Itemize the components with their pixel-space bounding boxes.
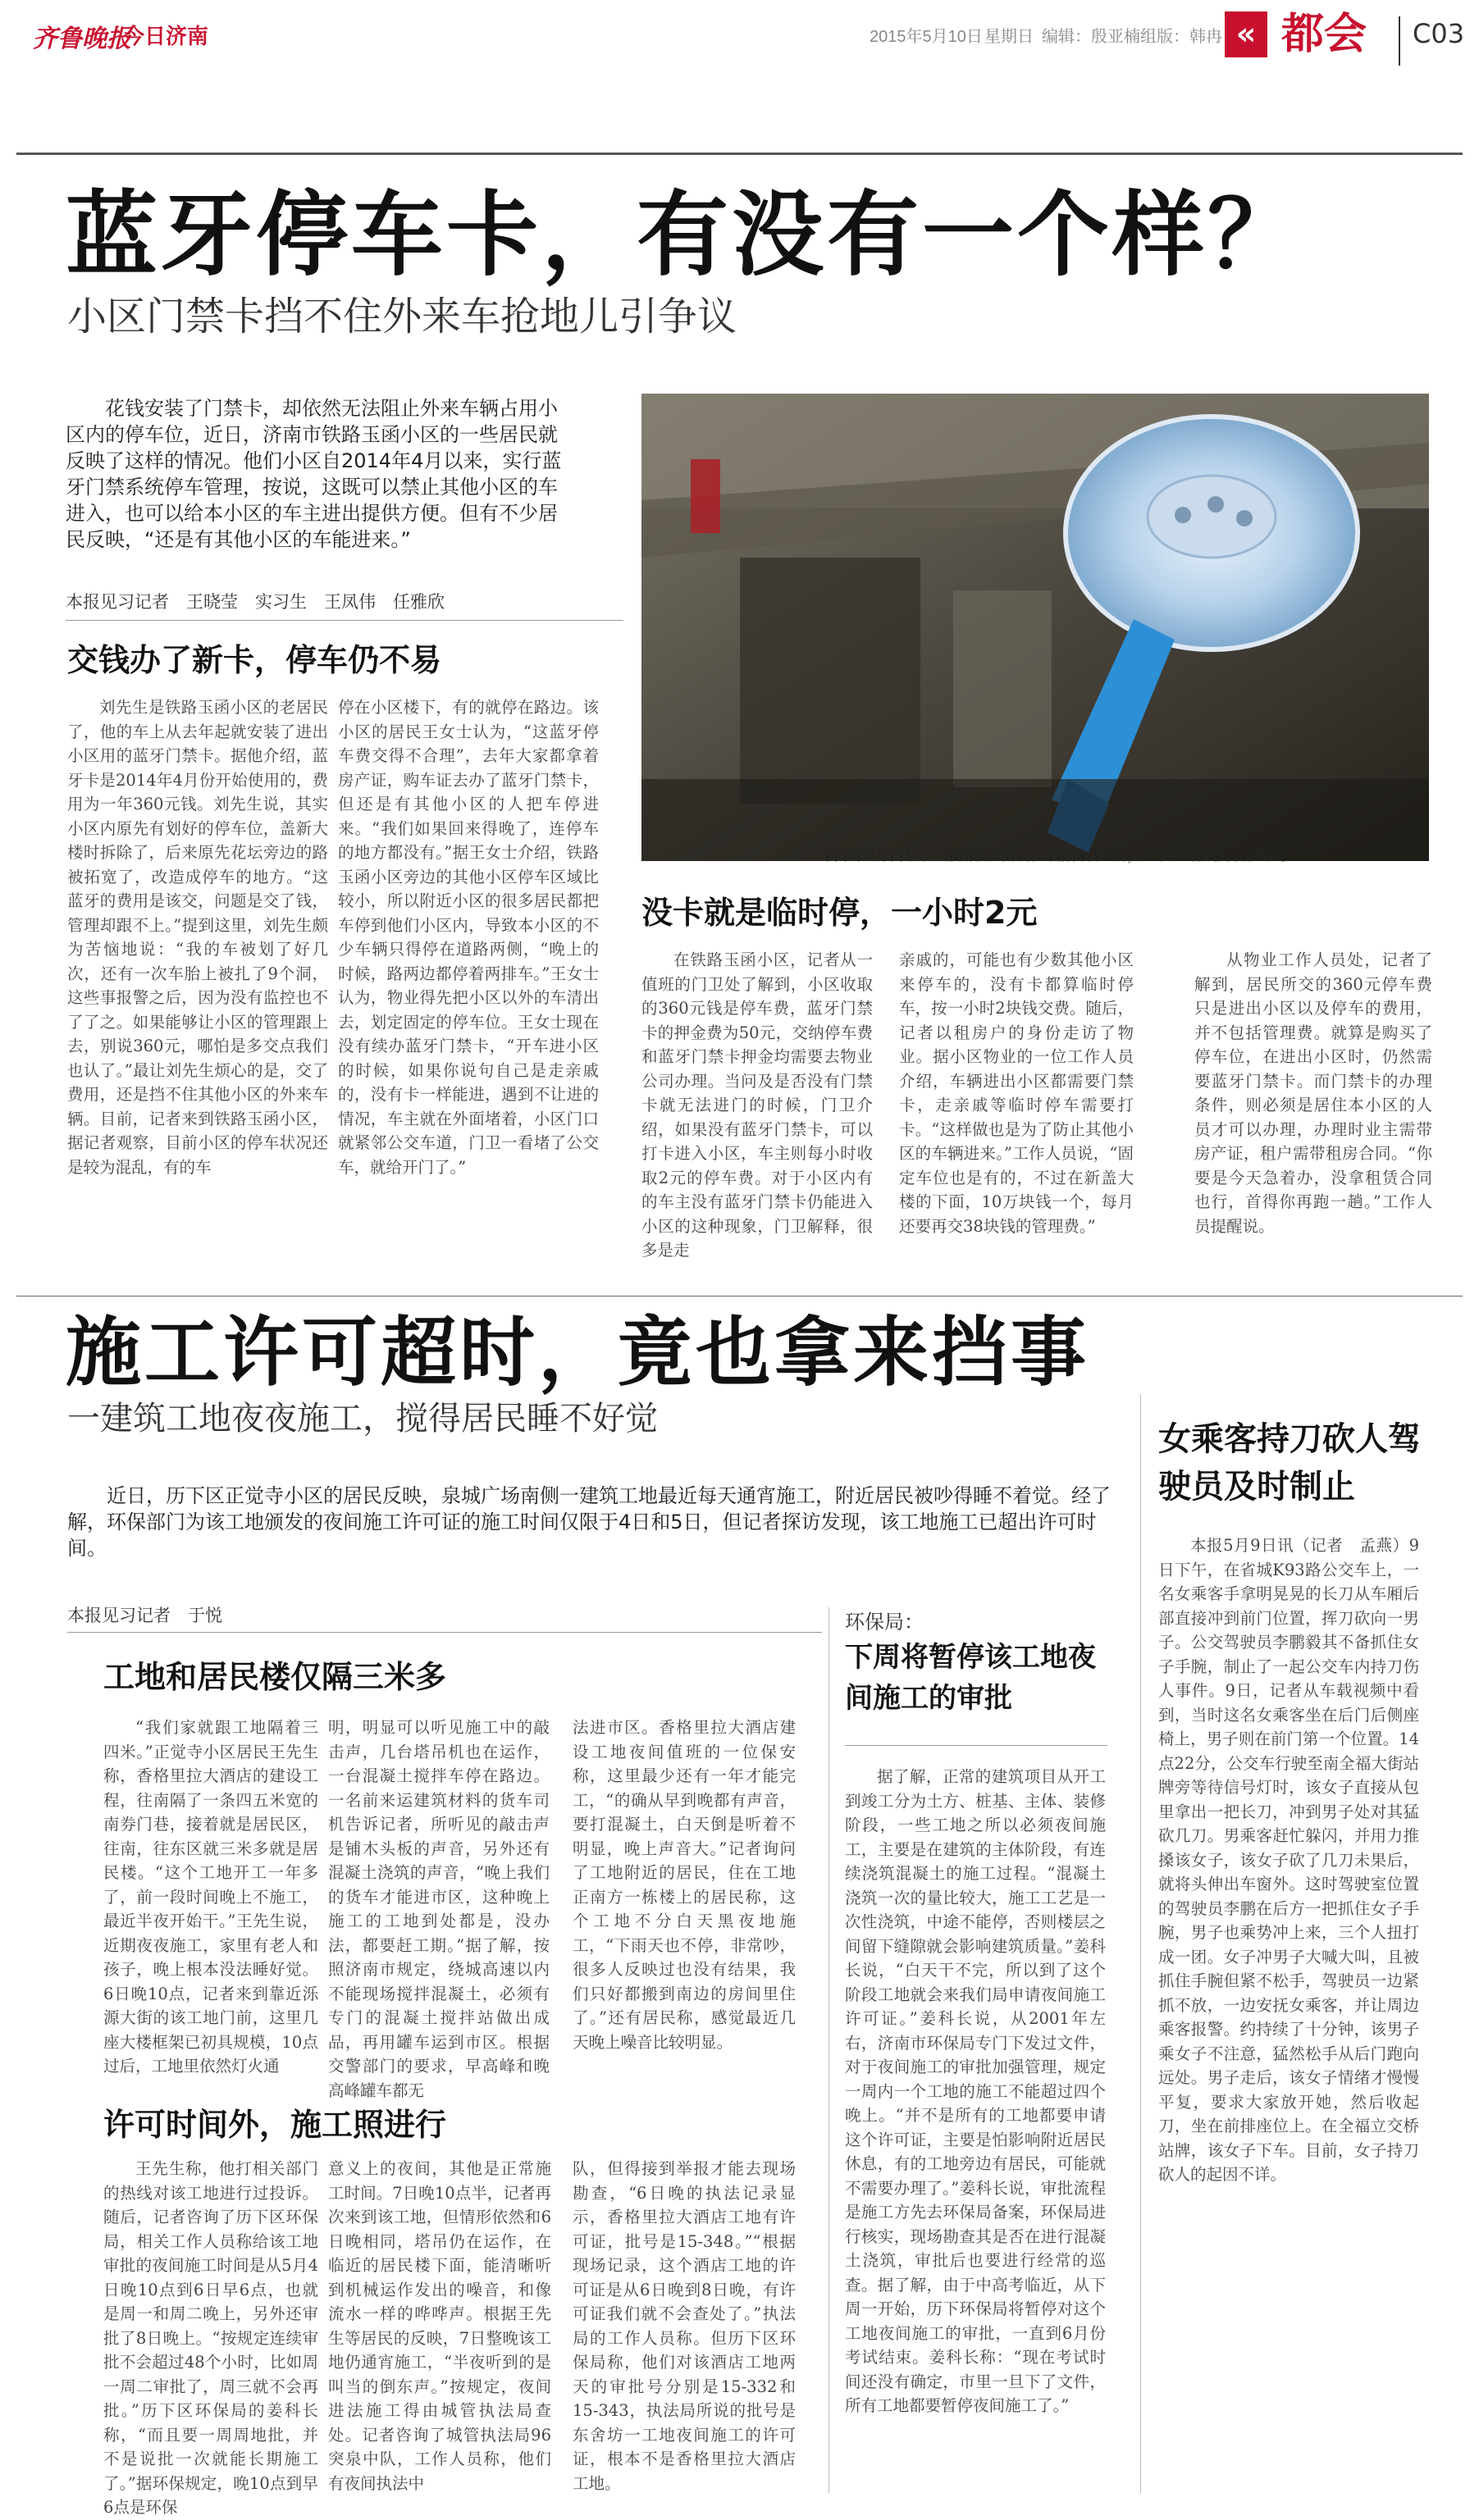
designer-credit: 组版：韩冉: [1140, 28, 1222, 46]
story1-section1-col2: 停在小区楼下，有的就停在路边。该小区的居民王女士认为，“这蓝牙停车费交得不合理”，去年大家都拿着房产证，购车证去办了蓝牙门禁卡，但还是有其他小区的人把车停进来。“我们如果回来得晚了，连停车的地方都没有。”据王女士介绍，铁路玉函小区旁边的其他小区停车区域比较小，所以附近小区的很多居民都把车停到他们小区内，导致本小区的不少车辆只得停在道路两侧，“晚上的时候，路两边都停着两排车。”王女士认为，物业得先把小区以外的车清出去，划定固定的停车位。王女士现在没有续办蓝牙门禁卡，“开车进小区的时候，如果你说句自己是走亲戚的，没有卡一样能进，遇到不让进的情况，车主就在外面堵着，小区门口就紧邻公交车道，门卫一看堵了公交车，就给开门了。”: [338, 698, 599, 1177]
story1-rule: [66, 620, 623, 621]
bluetooth-card-photo: [641, 394, 1429, 861]
story1-subhead: 小区门禁卡挡不住外来车抢地儿引争议: [67, 294, 737, 339]
issue-date: 2015年5月10日: [870, 28, 983, 46]
story1-section1-col1: 刘先生是铁路玉函小区的老居民了，他的车上从去年起就安装了进出小区用的蓝牙门禁卡。据他介绍，蓝牙卡是2014年4月份开始使用的，费用为一年360元钱。刘先生说，其实小区内原先有划好的停车位，盖新大楼时拆除了，后来原先花坛旁边的路被拓宽了，改造成停车的地方。“这蓝牙的费用是该交，问题是交了钱，管理却跟不上。”提到这里，刘先生颇为苦恼地说：“我的车被划了好几次，还有一次车胎上被扎了9个洞，这些事报警之后，因为没有监控也不了了之。如果能够让小区的管理跟上去，别说360元，哪怕是多交点我们也认了。”最让刘先生烦心的是，交了费用，还是挡不住其他小区的外来车辆。目前，记者来到铁路玉函小区，据记者观察，目前小区的停车状况还是较为混乱，有的车: [67, 698, 328, 1177]
story1-headline: 蓝牙停车卡，有没有一个样？: [66, 182, 1303, 289]
story2-subhead: 一建筑工地夜夜施工，搅得居民睡不好觉: [67, 1400, 658, 1438]
story1-byline: 本报见习记者 王晓莹 实习生 王凤伟 任雅欣: [66, 592, 445, 612]
story2-section2-col1: 王先生称，他打相关部门的热线对该工地进行过投诉。随后，记者咨询了历下区环保局，相关工作人员称给该工地审批的夜间施工时间是从5月4日晚10点到6日早6点，也就是周一和周二晚上，另外还审批了8日晚上。“按规定连续审批不会超过48个小时，比如周一周二审批了，周三就不会再批。”历下区环保局的姜科长称，“而且要一周周地批，并不是说批一次就能长期施工了。”据环保规定，晚10点到早6点是环保: [103, 2159, 318, 2517]
story3-headline: 女乘客持刀砍人驾驶员及时制止: [1158, 1420, 1421, 1506]
paper-name-logo: 齐鲁晚报: [33, 25, 131, 53]
story2-section2-title: 许可时间外，施工照进行: [103, 2107, 447, 2143]
photo-caption: 车内的蓝牙门禁卡一般用吸盘安装在车前窗右上角，进小区时能够自动感应。: [820, 848, 1294, 864]
box-kicker: 环保局：: [845, 1611, 924, 1634]
box-title: 下周将暂停该工地夜间施工的审批: [845, 1641, 1096, 1715]
story1-section2-col3: 从物业工作人员处，记者了解到，居民所交的360元停车费只是进出小区以及停车的费用，并不包括管理费。就算是购买了停车位，在进出小区时，仍然需要蓝牙门禁卡。而门禁卡的办理条件，则必须是居住本小区的人员才可以办理，办理时业主需带房产证，租户需带租房合同。“你要是今天急着办，没拿租赁合同也行，首得你再跑一趟。”工作人员提醒说。: [1194, 950, 1432, 1236]
story2-section2-col3: 队，但得接到举报才能去现场勘查，“6日晚的执法记录显示，香格里拉大酒店工地有许可证，批号是15-348。”“根据现场记录，这个酒店工地的许可证是从6日晚到8日晚，有许可证我们就不会查处了。”执法局的工作人员称。但历下区环保局称，他们对该酒店工地两天的审批号分别是15-332和15-343，执法局所说的批号是东舍坊一工地夜间施工的许可证，根本不是香格里拉大酒店工地。: [573, 2159, 796, 2493]
story1-section1-title: 交钱办了新卡，停车仍不易: [67, 642, 442, 678]
photo-illustration: [641, 394, 1429, 861]
story1-lead: 花钱安装了门禁卡，却依然无法阻止外来车辆占用小区内的停车位，近日，济南市铁路玉函小区的一些居民就反映了这样的情况。他们小区自2014年4月以来，实行蓝牙门禁系统停车管理，按说，这既可以禁止其他小区的车进入，也可以给本小区的车主进出提供方便。但有不少居民反映，“还是有其他小区的车能进来。”: [66, 397, 562, 551]
story2-section2-col2: 意义上的夜间，其他是正常施工时间。7日晚10点半，记者再次来到该工地，但情形依然和6日晚相同，塔吊仍在运作，在临近的居民楼下面，能清晰听到机械运作发出的噪音，和像流水一样的哗哗声。根据王先生等居民的反映，7日整晚该工地仍通宵施工，“半夜听到的是叫当的倒东声。”按规定，夜间进法施工得由城管执法局查处。记者咨询了城管执法局96突泉中队，工作人员称，他们有夜间执法中: [328, 2159, 551, 2493]
story2-section1-col1: “我们家就跟工地隔着三四米。”正觉寺小区居民王先生称，香格里拉大酒店的建设工程，往南隔了一条四五米宽的南券门巷，接着就是居民区，往南，往东区就三米多就是居民楼。“这个工地开工一年多了，前一段时间晚上不施工，最近半夜开始干。”王先生说，近期夜夜施工，家里有老人和孩子，晚上根本没法睡好觉。6日晚10点，记者来到靠近泺源大街的该工地门前，这里几座大楼框架已初具规模，10点过后，工地里依然灯火通: [103, 1718, 318, 2076]
column-rule-right: [1140, 1394, 1141, 2493]
story1-section2-col2: 亲戚的，可能也有少数其他小区来停车的，没有卡都算临时停车，按一小时2块钱交费。随后，记者以租房户的身份走访了物业。据小区物业的一位工作人员介绍，车辆进出小区都需要门禁卡，走亲戚等临时停车需要打卡。“这样做也是为了防止其他小区的车辆进来。”工作人员说，“固定车位也是有的，不过在新盖大楼的下面，10万块钱一个，每月还要再交38块钱的管理费。”: [899, 950, 1134, 1236]
story2-section1-title: 工地和居民楼仅隔三米多: [103, 1659, 447, 1695]
story2-lead: 近日，历下区正觉寺小区的居民反映，泉城广场南侧一建筑工地最近每天通宵施工，附近居民被吵得睡不着觉。经了解，环保部门为该工地颁发的夜间施工许可证的施工时间仅限于4日和5日，但记者探访发现，该工地施工已超出许可时间。: [67, 1484, 1111, 1560]
story3-body: 本报5月9日讯（记者 孟燕）9日下午，在省城K93路公交车上，一名女乘客手拿明晃晃的长刀从车厢后部直接冲到前门位置，挥刀砍向一男子。公交驾驶员李鹏毅其不备抓住女子手腕，制止了一起公交车内持刀伤人事件。9日，记者从车载视频中看到，当时这名女乘客坐在后门后侧座椅上，男子则在前门第一个位置。14点22分，公交车行驶至南全福大街站牌旁等待信号灯时，该女子直接从包里拿出一把长刀，冲到男子处对其猛砍几刀。男乘客赶忙躲闪，并用力推搡该女子，该女子砍了几刀未果后，就将头伸出车窗外。这时驾驶室位置的驾驶员李鹏在后方一把抓住女子手腕，男子也乘势冲上来，三个人扭打成一团。女子冲男子大喊大叫，且被抓住手腕但紧不松手，驾驶员一边紧抓不放，一边安抚女乘客，并让周边乘客报警。约持续了十分钟，该男子乘女子不注意，猛然松手从后门跑向远处。男子走后，该女子情绪才慢慢平复，要求大家放开她，然后收起刀，坐在前排座位上。在全福立交桥站牌，该女子下车。目前，女子持刀砍人的起因不详。: [1158, 1536, 1419, 2184]
story2-byline: 本报见习记者 于悦: [67, 1606, 222, 1625]
box-body: 据了解，正常的建筑项目从开工到竣工分为土方、桩基、主体、装修阶段，一些工地之所以必须夜间施工，主要是在建筑的主体阶段，有连续浇筑混凝土的施工过程。“混凝土浇筑一次的量比较大，施工工艺是一次性浇筑，中途不能停，否则楼层之间留下缝隙就会影响建筑质量。”姜科长说，“白天干不完，所以到了这个阶段工地就会来我们局申请夜间施工许可证。”姜科长说，从2001年左右，济南市环保局专门下发过文件，对于夜间施工的审批加强管理，规定一周内一个工地的施工不能超过四个晚上。“并不是所有的工地都要申请这个许可证，主要是怕影响附近居民休息，有的工地旁边有居民，可能就不需要办理了。”姜科长说，审批流程是施工方先去环保局备案，环保局进行核实，现场勘查其是否在进行混凝土浇筑，审批后也要进行经常的巡查。据了解，由于中高考临近，从下周一开始，历下环保局将暂停对这个工地夜间施工的审批，一直到6月份考试结束。姜科长称：“现在考试时间还没有确定，市里一旦下了文件，所有工地都要暂停夜间施工了。”: [845, 1767, 1106, 2415]
section-name: 今日济南: [123, 25, 209, 49]
masthead-rule: [16, 153, 1463, 155]
story2-section1-col3: 法进市区。香格里拉大酒店建设工地夜间值班的一位保安称，这里最少还有一年才能完工，“的确从早到晚都有声音，要打混凝土，白天倒是听着不明显，晚上声音大。”记者询问了工地附近的居民，住在工地正南方一栋楼上的居民称，这个工地不分白天黑夜地施工，“下雨天也不停，非常吵，很多人反映过也没有结果，我们只好都搬到南边的房间里住了。”还有居民称，感觉最近几天晚上噪音比较明显。: [573, 1718, 796, 2052]
issue-weekday: 星期日: [984, 28, 1034, 46]
story2-section1-col2: 明，明显可以听见施工中的敲击声，几台塔吊机也在运作，一台混凝土搅拌车停在路边。一名前来运建筑材料的货车司机告诉记者，所听见的敲击声是铺木头板的声音，另外还有混凝土浇筑的声音，“晚上我们的货车才能进市区，这种晚上施工的工地到处都是，没办法，都要赶工期。”据了解，按照济南市规定，绕城高速以内不能现场搅拌混凝土，必须有专门的混凝土搅拌站做出成品，再用罐车运到市区。根据交警部门的要求，早高峰和晚高峰罐车都无: [328, 1718, 550, 2100]
story1-section2-title: 没卡就是临时停，一小时2元: [641, 895, 1038, 931]
section-tag-icon: «: [1225, 11, 1267, 57]
box-rule: [845, 1745, 1107, 1746]
editor-credit: 编辑：殷亚楠: [1042, 28, 1140, 46]
section-tag-label: 都会: [1281, 10, 1367, 59]
page-number: C03: [1413, 18, 1465, 49]
masthead-divider: [1399, 16, 1400, 66]
story2-rule: [67, 1632, 822, 1633]
story1-section2-col1: 在铁路玉函小区，记者从一值班的门卫处了解到，小区收取的360元钱是停车费，蓝牙门禁卡的押金费为50元，交纳停车费和蓝牙门禁卡押金均需要去物业公司办理。当问及是否没有门禁卡就无法进门的时候，门卫介绍，如果没有蓝牙门禁卡，可以打卡进入小区，车主则每小时收取2元的停车费。对于小区内有的车主没有蓝牙门禁卡仍能进入小区的这种现象，门卫解释，很多是走: [641, 950, 873, 1260]
story2-headline: 施工许可超时，竟也拿来挡事: [66, 1309, 1090, 1397]
